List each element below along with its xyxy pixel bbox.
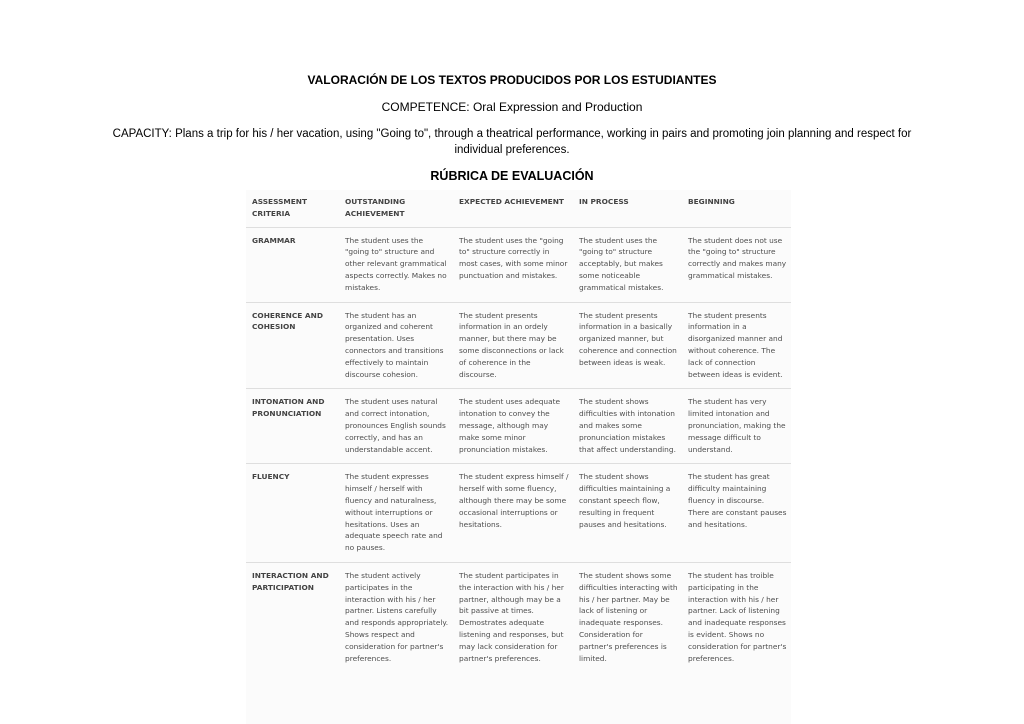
beginning-cell: The student has very limited intonation and pronunciation, making the message difficult to understand. — [682, 389, 791, 464]
header-in-process: IN PROCESS — [573, 190, 682, 227]
header-outstanding: OUTSTANDING ACHIEVEMENT — [339, 190, 453, 227]
table-row — [246, 389, 791, 464]
beginning-cell: The student has troible participating in the interaction with his / her partner. Lack of listening and inadequate responses is evident. Shows no consideration for partner's preferences. — [682, 562, 791, 672]
criteria-cell: INTERACTION AND PARTICIPATION — [246, 562, 339, 672]
outstanding-cell: The student uses the "going to" structure and other relevant grammatical aspects correctly. Makes no mistakes. — [345, 235, 447, 292]
expected-cell: The student uses adequate intonation to convey the message, although may make some minor pronunciation mistakes. — [453, 389, 573, 464]
expected-cell: The student express himself / herself with some fluency, although there may be some occasional interruptions or hesitations. — [453, 464, 573, 563]
expected-cell: The student presents information in an ordely manner, but there may be some disconnections or lack of coherence in the discourse. — [453, 302, 573, 389]
rubric-table-image — [246, 190, 791, 724]
criteria-cell: GRAMMAR — [252, 235, 296, 245]
expected-cell: The student uses the "going to" structure correctly in most cases, with some minor punctuation and mistakes. — [459, 235, 568, 280]
rubric-table — [246, 190, 791, 672]
table-header-row — [246, 190, 791, 227]
in-process-cell: The student shows difficulties with intonation and makes some pronunciation mistakes that affect understanding. — [573, 389, 682, 464]
table-row — [246, 562, 791, 672]
in-process-cell: The student shows some difficulties interacting with his / her partner. May be lack of listening or inadequate responses. Consideration for partner's preferences is limited. — [573, 562, 682, 672]
table-row — [246, 464, 791, 563]
criteria-cell: FLUENCY — [246, 464, 339, 563]
capacity-line: CAPACITY: Plans a trip for his / her vacation, using "Going to", through a theatrical performance, working in pairs and promoting join planning and respect for individual preferences. — [112, 128, 912, 156]
beginning-cell: The student has great difficulty maintaining fluency in discourse. There are constant pauses and hesitations. — [682, 464, 791, 563]
table-row — [246, 227, 791, 302]
expected-cell: The student participates in the interaction with his / her partner, although may be a bit passive at times. Demostrates adequate listening and responses, but may lack consideration for partner's preferences. — [453, 562, 573, 672]
outstanding-cell: The student uses natural and correct intonation, pronounces English sounds correctly, and has an understandable accent. — [339, 389, 453, 464]
criteria-cell: INTONATION AND PRONUNCIATION — [246, 389, 339, 464]
in-process-cell: The student presents information in a basically organized manner, but coherence and connection between ideas is weak. — [573, 302, 682, 389]
in-process-cell: The student uses the "going to" structure acceptably, but makes some noticeable grammatical mistakes. — [579, 235, 664, 292]
outstanding-cell: The student has an organized and coherent presentation. Uses connectors and transitions effectively to maintain discourse cohesion. — [339, 302, 453, 389]
criteria-cell: COHERENCE AND COHESION — [246, 302, 339, 389]
beginning-cell: The student does not use the "going to" structure correctly and makes many grammatical mistakes. — [688, 235, 787, 280]
table-row — [246, 302, 791, 389]
beginning-cell: The student presents information in a disorganized manner and without coherence. The lack of connection between ideas is evident. — [682, 302, 791, 389]
competence-line: COMPETENCE: Oral Expression and Production — [381, 100, 643, 114]
document-title: VALORACIÓN DE LOS TEXTOS PRODUCIDOS POR LOS ESTUDIANTES — [307, 73, 717, 87]
header-beginning: BEGINNING — [682, 190, 791, 227]
outstanding-cell: The student actively participates in the interaction with his / her partner. Listens carefully and responds appropriately. Shows respect and consideration for partner's preferences. — [339, 562, 453, 672]
header-expected: EXPECTED ACHIEVEMENT — [453, 190, 573, 227]
header-criteria: ASSESSMENT CRITERIA — [246, 190, 339, 227]
rubric-title: RÚBRICA DE EVALUACIÓN — [430, 169, 594, 183]
in-process-cell: The student shows difficulties maintaining a constant speech flow, resulting in frequent pauses and hesitations. — [573, 464, 682, 563]
outstanding-cell: The student expresses himself / herself with fluency and naturalness, without interruptions or hesitations. Uses an adequate speech rate and no pauses. — [339, 464, 453, 563]
